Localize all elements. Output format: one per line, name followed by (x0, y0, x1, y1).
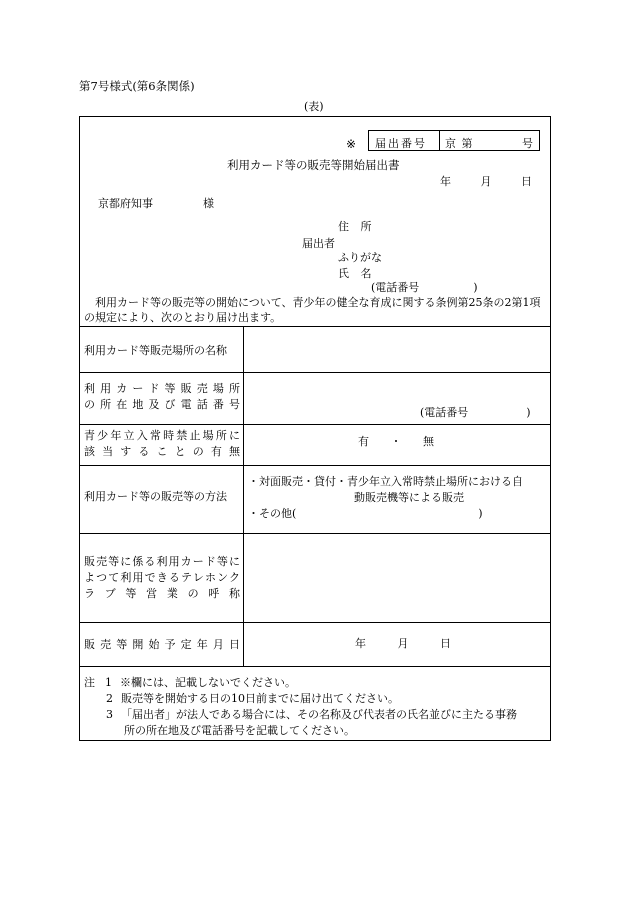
row-label-shop-name: 利用カード等販売場所の名称 (84, 344, 227, 357)
note-3-number: 3 (106, 708, 113, 721)
sales-method-option-vending[interactable]: ・対面販売・貸付・青少年立入常時禁止場所における自 (248, 475, 523, 488)
row-divider (80, 622, 550, 623)
shop-phone-label: (電話番号 (420, 406, 469, 419)
row-label-business-name-line3: ラブ等営業の呼称 (84, 587, 240, 600)
business-name-field[interactable] (247, 547, 547, 607)
registration-number-label: 届出番号 (375, 137, 427, 150)
notifier-label: 届出者 (302, 237, 335, 250)
note-2-number: 2 (106, 692, 113, 705)
note-3-cont: 所の所在地及び電話番号を記載してください。 (124, 724, 355, 737)
row-label-business-name-line2: よつて利用できるテレホンク (84, 571, 240, 584)
sales-method-option-other[interactable] (248, 507, 483, 520)
shop-phone (420, 406, 531, 419)
registration-number-box (368, 130, 540, 151)
row-label-shop-address-line2: の所在地及び電話番号 (84, 398, 240, 411)
registration-box-divider (439, 131, 440, 150)
prohibited-place-choice[interactable]: 有 ・ 無 (358, 435, 434, 448)
addressee (98, 197, 214, 210)
notes (84, 675, 546, 739)
submission-date (440, 175, 532, 188)
note-1-number: 1 (105, 676, 112, 689)
shop-address-field[interactable] (247, 381, 547, 403)
row-divider (80, 533, 550, 534)
date-year: 年 (440, 175, 451, 188)
office-use-mark: ※ (346, 137, 357, 151)
notifier-furigana-label: ふりがな (338, 251, 382, 264)
notifier-phone (371, 281, 478, 294)
row-divider (80, 326, 550, 327)
sales-method-other-label: ・その他( (248, 507, 297, 520)
row-label-prohibited-place-line1: 青少年立入常時禁止場所に (84, 429, 240, 442)
notifier-phone-close: ) (473, 281, 478, 294)
note-3-text-line1: 「届出者」が法人である場合には、その名称及び代表者の氏名並びに主たる事務 (121, 708, 517, 721)
row-label-prohibited-place-line2: 該当することの有無 (84, 445, 240, 458)
date-day: 日 (521, 175, 532, 188)
note-2-text: 販売等を開始する日の10日前までに届け出てください。 (121, 692, 399, 705)
column-divider (243, 326, 244, 666)
addressee-honorific: 様 (203, 197, 214, 210)
note-1-text: ※欄には、記載しないでください。 (120, 676, 296, 689)
addressee-name: 京都府知事 (98, 197, 153, 210)
row-label-sales-method: 利用カード等の販売等の方法 (84, 490, 227, 503)
form-number: 第7号様式(第6条関係) (79, 79, 195, 93)
shop-name-field[interactable] (247, 343, 547, 359)
note-1 (84, 675, 546, 691)
notes-heading: 注 (84, 676, 95, 689)
start-date-field[interactable]: 年 月 日 (355, 637, 451, 650)
note-2 (84, 691, 546, 707)
side-label: (表) (304, 100, 324, 113)
form-frame (79, 116, 551, 741)
sales-method-option-vending-cont: 動販売機等による販売 (354, 491, 464, 504)
intro-statement: 利用カード等の販売等の開始について、青少年の健全な育成に関する条例第25条の2第1項の規定により、次のとおり届け出ます。 (84, 296, 541, 324)
row-divider (80, 424, 550, 425)
notifier-name-label: 氏 名 (338, 267, 376, 280)
date-month: 月 (480, 175, 492, 188)
row-divider (80, 666, 550, 667)
notifier-address-label: 住 所 (338, 220, 376, 233)
shop-phone-close: ) (526, 406, 531, 419)
row-divider (80, 372, 550, 373)
document-title: 利用カード等の販売等開始届出書 (227, 158, 400, 172)
row-divider (80, 465, 550, 466)
row-label-business-name-line1: 販売等に係る利用カード等に (84, 555, 240, 568)
row-label-shop-address-line1: 利用カード等販売場所 (84, 382, 240, 395)
note-3 (84, 707, 546, 723)
row-label-start-date: 販売等開始予定年月日 (84, 638, 240, 651)
sales-method-other-close: ) (478, 507, 483, 520)
registration-number-suffix: 号 (522, 137, 533, 150)
notifier-phone-label: (電話番号 (371, 281, 420, 294)
registration-number-prefix: 京 第 (445, 137, 474, 150)
